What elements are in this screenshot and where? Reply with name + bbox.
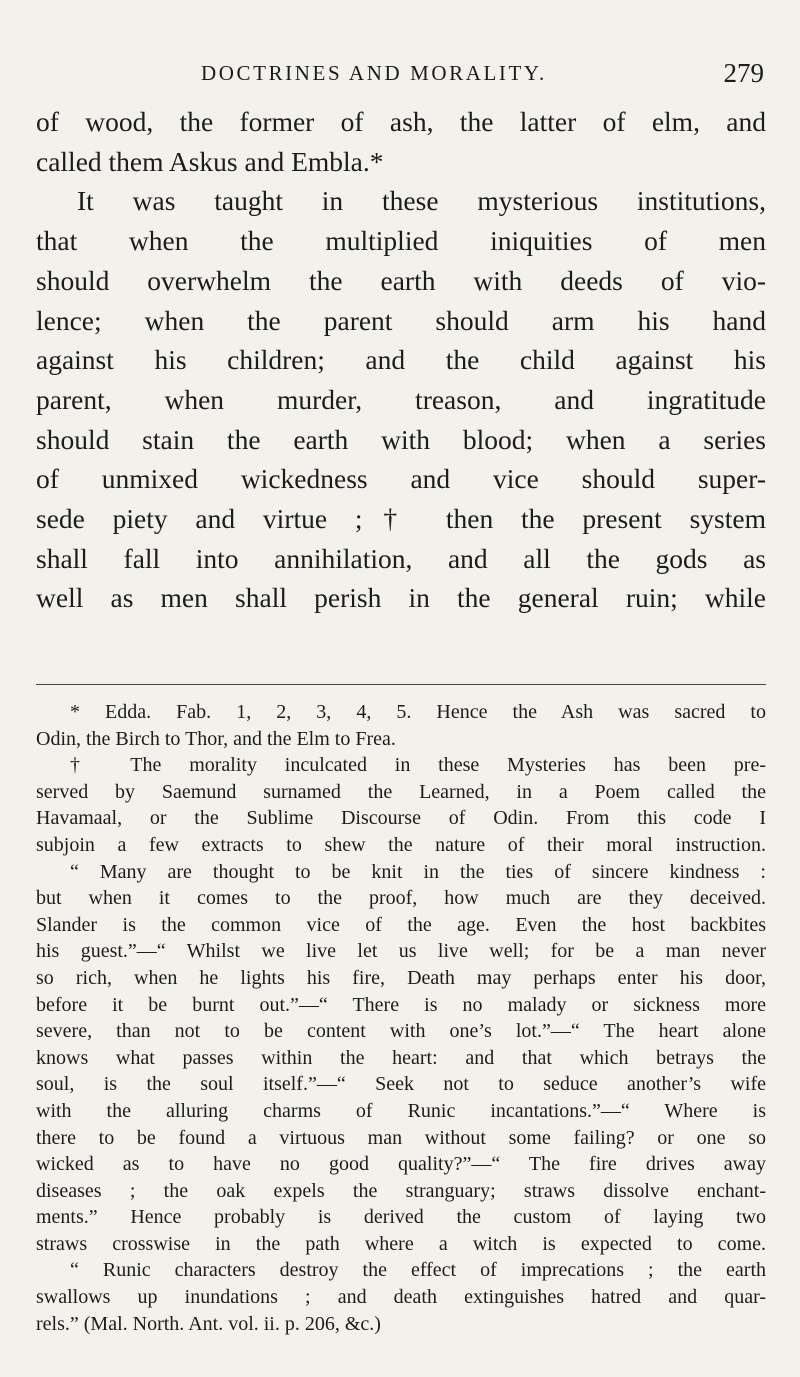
text-line: lence; when the parent should arm his hand	[36, 304, 766, 336]
footnote-line: diseases ; the oak expels the stranguary; straws dissolve enchant-	[36, 1179, 766, 1202]
footnote-line: soul, is the soul itself.”—“ Seek not to seduce another’s wife	[36, 1073, 766, 1096]
text-line: well as men shall perish in the general ruin; while	[36, 582, 766, 614]
main-text	[36, 102, 766, 618]
text-line: parent, when murder, treason, and ingratitude	[36, 383, 766, 415]
text-line: against his children; and the child against his	[36, 344, 766, 376]
footnote-line: “ Runic characters destroy the effect of imprecations ; the earth	[70, 1259, 766, 1282]
footnote-line: Slander is the common vice of the age. Even the host backbites	[36, 913, 766, 936]
footnote-line: Odin, the Birch to Thor, and the Elm to Frea.	[36, 727, 396, 750]
footnote-line: with the alluring charms of Runic incantations.”—“ Where is	[36, 1099, 766, 1122]
footnote-line: rels.” (Mal. North. Ant. vol. ii. p. 206, &c.)	[36, 1312, 381, 1335]
footnote-line: knows what passes within the heart: and that which betrays the	[36, 1046, 766, 1069]
footnote-line: † The morality inculcated in these Mysteries has been pre-	[70, 754, 766, 777]
footnote-line: subjoin a few extracts to shew the nature of their moral instruction.	[36, 833, 766, 856]
footnote-line: so rich, when he lights his fire, Death may perhaps enter his door,	[36, 966, 766, 989]
page-number: 279	[723, 58, 764, 88]
text-line: should stain the earth with blood; when a series	[36, 423, 766, 455]
footnote-line: severe, than not to be content with one’s lot.”—“ The heart alone	[36, 1020, 766, 1043]
text-line: shall fall into annihilation, and all the gods as	[36, 542, 766, 574]
footnote-line: ments.” Hence probably is derived the custom of laying two	[36, 1206, 766, 1229]
text-line: sede piety and virtue ;† then the present system	[36, 503, 766, 535]
footnote-line: straws crosswise in the path where a witch is expected to come.	[36, 1232, 766, 1255]
footnote-line: his guest.”—“ Whilst we live let us live well; for be a man never	[36, 940, 766, 963]
text-line: should overwhelm the earth with deeds of vio-	[36, 264, 766, 296]
page-header	[0, 55, 800, 91]
footnote-line: * Edda. Fab. 1, 2, 3, 4, 5. Hence the Ash was sacred to	[70, 701, 766, 723]
text-line: called them Askus and Embla.*	[36, 145, 384, 177]
text-line: of unmixed wickedness and vice should super-	[36, 463, 766, 495]
footnote-divider	[36, 684, 766, 685]
running-title: DOCTRINES AND MORALITY.	[201, 61, 547, 85]
footnote-line: there to be found a virtuous man without some failing? or one so	[36, 1126, 766, 1149]
text-line: of wood, the former of ash, the latter of elm, and	[36, 106, 766, 137]
text-line: that when the multiplied iniquities of men	[36, 225, 766, 257]
footnote-line: before it be burnt out.”—“ There is no malady or sickness more	[36, 993, 766, 1016]
footnote-line: wicked as to have no good quality?”—“ The fire drives away	[36, 1153, 766, 1176]
footnotes	[36, 699, 766, 1337]
footnote-line: but when it comes to the proof, how much are they deceived.	[36, 887, 766, 910]
footnote-line: served by Saemund surnamed the Learned, in a Poem called the	[36, 780, 766, 803]
footnote-line: Havamaal, or the Sublime Discourse of Odin. From this code I	[36, 807, 766, 830]
text-line: It was taught in these mysterious institutions,	[77, 185, 766, 217]
footnote-line: “ Many are thought to be knit in the ties of sincere kindness :	[70, 860, 766, 883]
footnote-line: swallows up inundations ; and death extinguishes hatred and quar-	[36, 1286, 766, 1309]
